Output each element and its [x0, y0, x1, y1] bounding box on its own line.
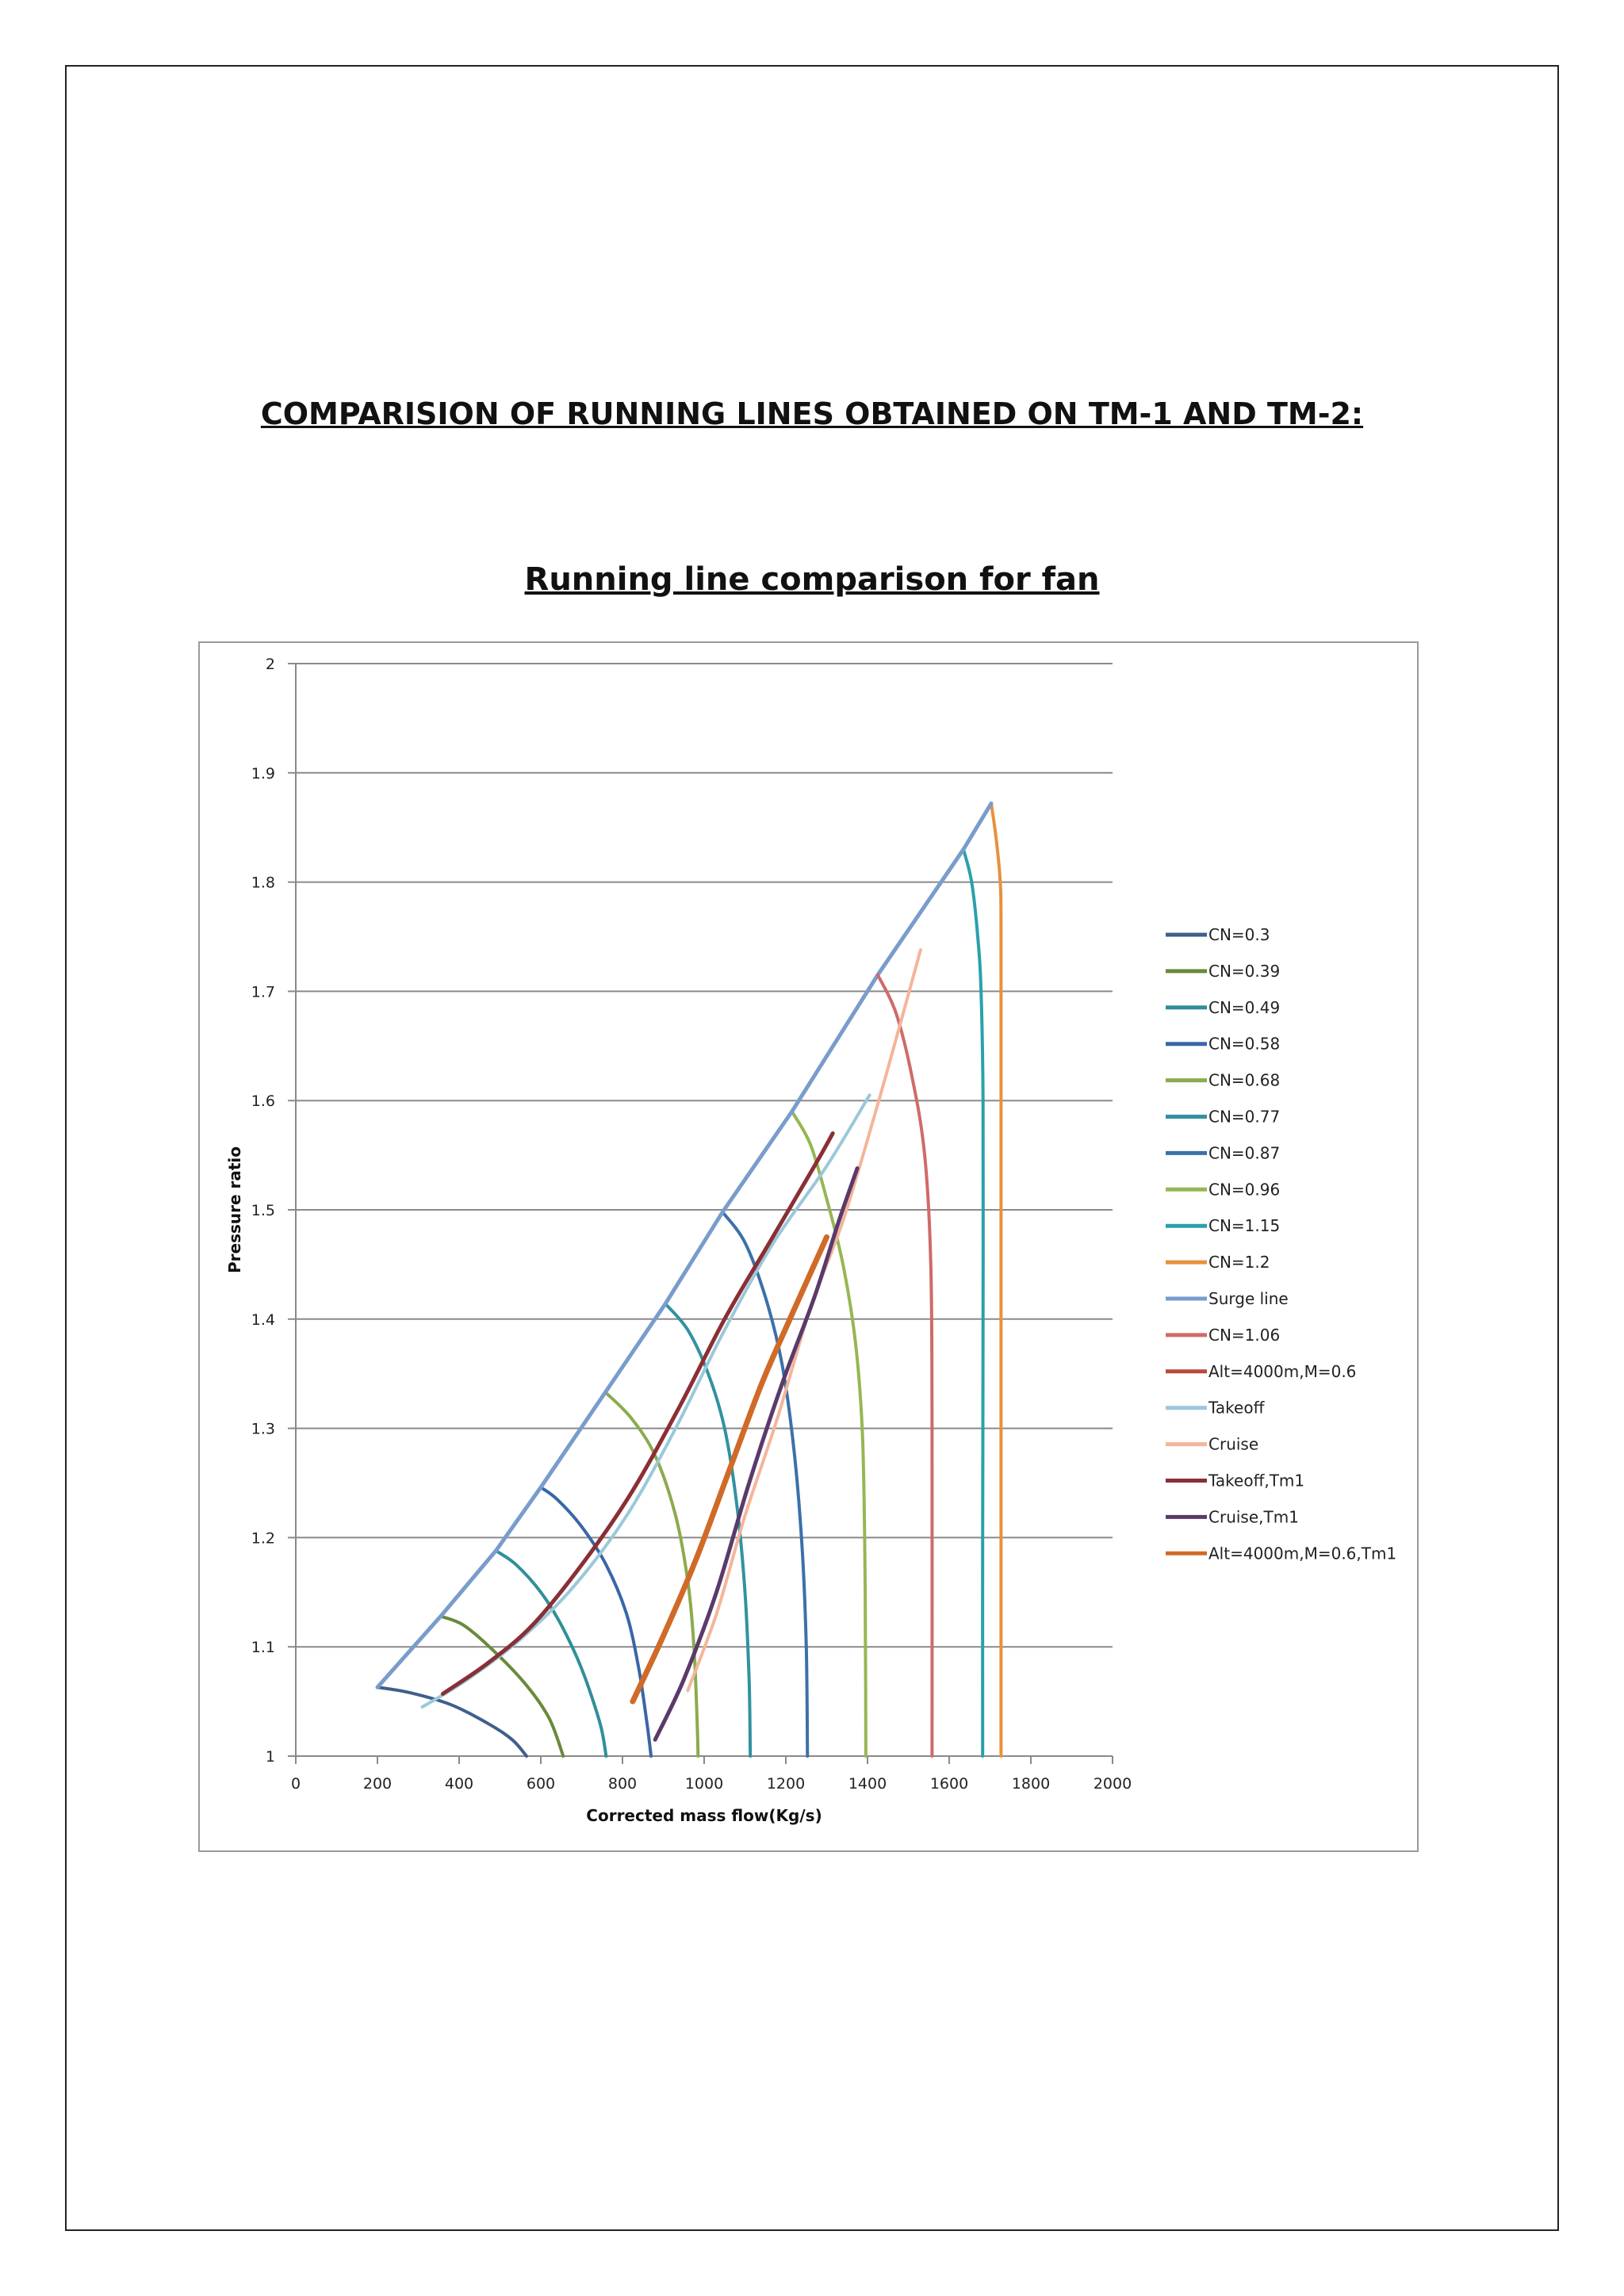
y-tick-label: 1.6 — [251, 1093, 275, 1111]
x-tick-label: 1400 — [848, 1775, 887, 1793]
legend-label: Alt=4000m,M=0.6 — [1208, 1361, 1357, 1381]
y-tick-label: 1.5 — [251, 1202, 275, 1219]
series-line-11 — [878, 975, 933, 1756]
legend — [1166, 925, 1396, 1563]
legend-label: CN=0.68 — [1208, 1070, 1281, 1090]
legend-label: CN=0.3 — [1208, 925, 1270, 944]
y-tick-label: 2 — [265, 656, 275, 673]
y-tick-label: 1 — [265, 1748, 275, 1766]
series-line-9 — [991, 803, 1001, 1756]
y-tick-label: 1.3 — [251, 1420, 275, 1438]
x-tick-label: 1000 — [684, 1775, 724, 1793]
chart-svg — [198, 641, 1419, 1852]
legend-label: Alt=4000m,M=0.6,Tm1 — [1208, 1544, 1397, 1563]
legend-label: Cruise,Tm1 — [1208, 1507, 1299, 1527]
legend-label: CN=1.06 — [1208, 1325, 1281, 1345]
legend-label: CN=0.49 — [1208, 997, 1281, 1017]
x-tick-label: 1200 — [766, 1775, 806, 1793]
series-line-7 — [792, 1112, 866, 1756]
legend-label: CN=0.96 — [1208, 1180, 1281, 1200]
y-tick-label: 1.4 — [251, 1311, 275, 1329]
series-line-4 — [605, 1392, 698, 1756]
page-heading: COMPARISION OF RUNNING LINES OBTAINED ON TM-1 AND TM-2: — [260, 396, 1364, 431]
y-tick-label: 1.8 — [251, 874, 275, 892]
series-line-16 — [655, 1169, 857, 1740]
legend-label: CN=0.58 — [1208, 1034, 1281, 1054]
legend-label: Surge line — [1208, 1289, 1289, 1308]
legend-label: CN=1.15 — [1208, 1216, 1281, 1236]
grid-lines — [296, 664, 1113, 1756]
x-tick-label: 2000 — [1093, 1775, 1132, 1793]
series-lines — [377, 803, 1001, 1756]
legend-label: Takeoff — [1208, 1398, 1265, 1418]
y-tick-label: 1.2 — [251, 1529, 275, 1548]
y-axis-label: Pressure ratio — [225, 1146, 244, 1274]
y-tick-label: 1.9 — [251, 764, 275, 783]
x-tick-label: 800 — [607, 1775, 638, 1793]
chart-title: Running line comparison for fan — [524, 561, 1100, 598]
legend-label: Takeoff,Tm1 — [1208, 1471, 1305, 1490]
series-line-3 — [541, 1487, 651, 1756]
x-tick-label: 200 — [362, 1775, 393, 1793]
y-tick-label: 1.7 — [251, 983, 275, 1001]
series-line-0 — [377, 1687, 527, 1756]
series-line-8 — [963, 849, 983, 1756]
x-tick-label: 1800 — [1011, 1775, 1051, 1793]
x-tick-label: 0 — [290, 1775, 301, 1793]
legend-label: CN=1.2 — [1208, 1253, 1270, 1272]
x-tick-label: 1600 — [929, 1775, 969, 1793]
legend-label: CN=0.77 — [1208, 1107, 1281, 1127]
y-tick-label: 1.1 — [251, 1639, 275, 1657]
x-tick-label: 400 — [444, 1775, 474, 1793]
x-axis-label: Corrected mass flow(Kg/s) — [586, 1806, 822, 1825]
legend-label: CN=0.87 — [1208, 1143, 1281, 1163]
x-tick-label: 600 — [526, 1775, 556, 1793]
legend-label: CN=0.39 — [1208, 961, 1281, 981]
series-line-15 — [442, 1134, 833, 1694]
legend-label: Cruise — [1208, 1434, 1259, 1454]
